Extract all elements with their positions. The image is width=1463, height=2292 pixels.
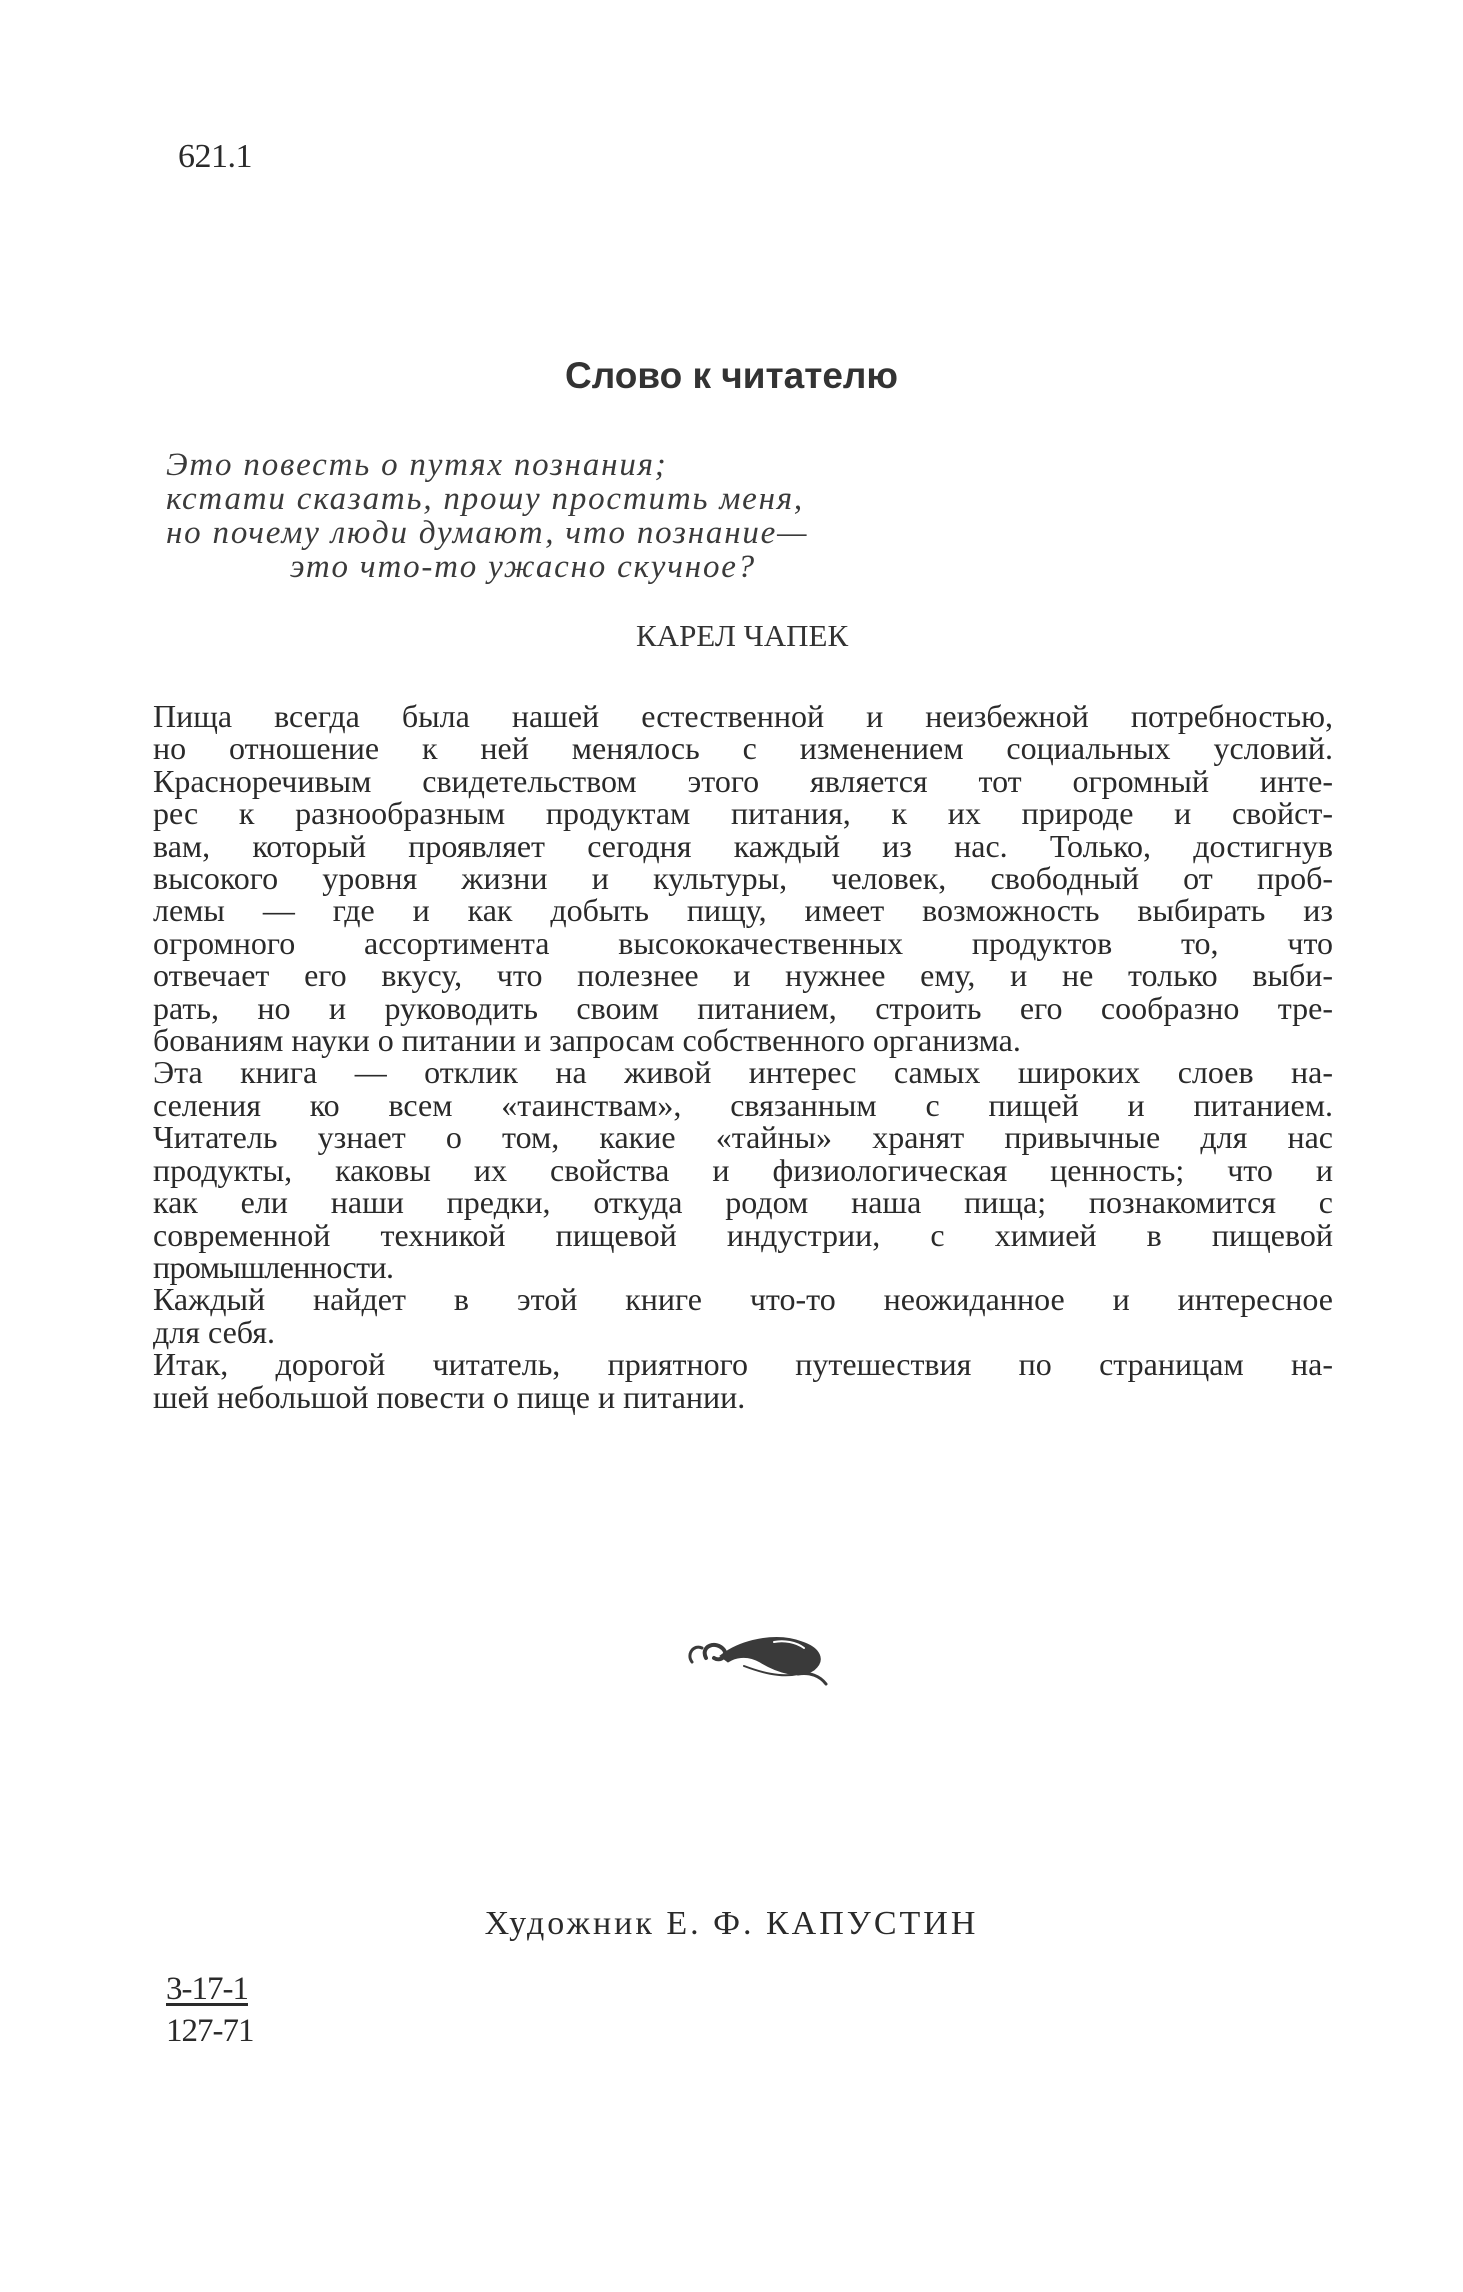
body-line: рать, но и руководить своим питанием, строить его сообразно тре- <box>153 989 1333 1026</box>
body-line: Пища всегда была нашей естественной и неизбежной потребностью, <box>153 698 1333 734</box>
epigraph-line: кстати сказать, прошу простить меня, <box>166 481 804 517</box>
epigraph-line: но почему люди думают, что познание— <box>166 515 809 551</box>
udc-code: 621.1 <box>178 138 252 175</box>
body-line: огромного ассортимента высококачественных продуктов то, что <box>153 924 1333 961</box>
body-line: высокого уровня жизни и культуры, человек, свободный от проб- <box>153 860 1333 897</box>
body-line: Эта книга — отклик на живой интерес самых широких слоев на- <box>153 1054 1333 1091</box>
body-line: вам, который проявляет сегодня каждый из нас. Только, достигнув <box>153 827 1333 864</box>
artist-credit: Художник Е. Ф. КАПУСТИН <box>484 1905 979 1942</box>
body-text <box>153 700 1333 1413</box>
epigraph <box>166 448 926 584</box>
page-title: Слово к читателю <box>565 355 898 396</box>
epigraph-line: это что-то ужасно скучное? <box>290 549 756 585</box>
body-line: шей небольшой повести о пище и питании. <box>153 1378 746 1415</box>
body-line: Читатель узнает о том, какие «тайны» хранят привычные для нас <box>153 1119 1333 1156</box>
epigraph-author: КАРЕЛ ЧАПЕК <box>636 618 849 653</box>
body-line: отвечает его вкусу, что полезнее и нужнее ему, и не только выби- <box>153 957 1333 994</box>
body-line: Каждый найдет в этой книге что-то неожиданное и интересное <box>153 1281 1333 1318</box>
body-line: как ели наши предки, откуда родом наша пища; познакомится с <box>153 1184 1333 1221</box>
body-line: продукты, каковы их свойства и физиологическая ценность; что и <box>153 1151 1333 1188</box>
body-line: современной техникой пищевой индустрии, с химией в пищевой <box>153 1216 1333 1253</box>
body-line: бованиям науки о питании и запросам собственного организма. <box>153 1022 1021 1059</box>
flourish-ornament-icon <box>680 1618 830 1686</box>
publication-index <box>166 1968 254 2052</box>
body-line: лемы — где и как добыть пищу, имеет возможность выбирать из <box>153 892 1333 929</box>
index-code-bottom: 127-71 <box>166 2013 254 2049</box>
index-code-top: 3-17-1 <box>166 1971 248 2007</box>
body-line: но отношение к ней менялось с изменением социальных условий. <box>153 730 1333 767</box>
body-line: Итак, дорогой читатель, приятного путешествия по страницам на- <box>153 1346 1333 1383</box>
body-line: для себя. <box>153 1313 275 1350</box>
body-line: селения ко всем «таинствам», связанным с пищей и питанием. <box>153 1086 1333 1123</box>
body-line: Красноречивым свидетельством этого является тот огромный инте- <box>153 762 1333 799</box>
body-line: рес к разнообразным продуктам питания, к их природе и свойст- <box>153 795 1333 832</box>
epigraph-line: Это повесть о путях познания; <box>166 447 668 483</box>
body-line: промышленности. <box>153 1248 394 1285</box>
